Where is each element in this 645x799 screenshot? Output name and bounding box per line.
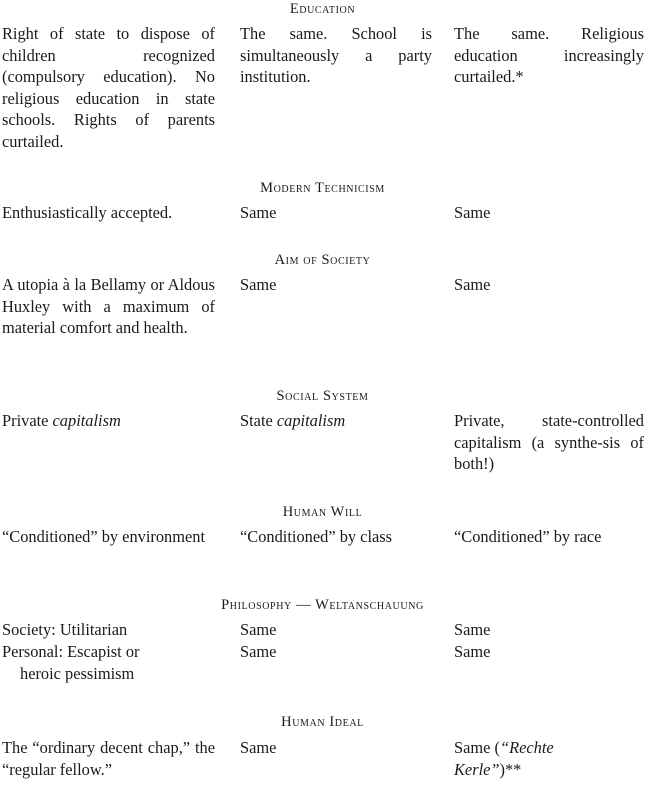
- col3-human-ideal-suffix: )**: [499, 759, 522, 779]
- col1-human-will: “Conditioned” by environment: [2, 527, 206, 546]
- col3-philosophy-society: Same: [454, 620, 491, 639]
- col2-human-ideal: Same: [240, 738, 277, 757]
- col3-human-ideal: [454, 737, 584, 780]
- col1-social-system: [2, 410, 215, 432]
- col2-social-system-prefix: State: [240, 411, 277, 430]
- col2-social-system: [240, 410, 432, 432]
- col1-philosophy-personal-line2: heroic pessimism: [20, 663, 135, 683]
- col1-modern-technicism: Enthusiastically accepted.: [2, 203, 173, 222]
- col2-human-will: “Conditioned” by class: [240, 527, 393, 546]
- col3-human-ideal-italic: “Rechte Kerle”: [454, 738, 554, 779]
- col3-philosophy-personal: Same: [454, 642, 491, 661]
- col2-aim-of-society: Same: [240, 275, 277, 294]
- col3-human-will: “Conditioned” by race: [454, 527, 602, 546]
- col2-modern-technicism: Same: [240, 203, 277, 222]
- col1-aim-of-society: A utopia à la Bellamy or Aldous Huxley with a maximum of material comfort and health.: [2, 275, 215, 337]
- section-heading-aim-of-society: Aim of Society: [274, 252, 371, 268]
- col1-philosophy-personal-line1: Personal: Escapist or: [2, 642, 140, 661]
- col2-education: The same. School is simultaneously a party institution.: [240, 24, 432, 86]
- col2-social-system-italic: capitalism: [276, 411, 346, 430]
- col1-philosophy-society: Society: Utilitarian: [2, 620, 128, 639]
- col2-philosophy-society: Same: [240, 620, 277, 639]
- col1-social-system-italic: capitalism: [52, 411, 121, 430]
- col3-human-ideal-prefix: Same (: [454, 738, 500, 757]
- col3-social-system: Private, state-controlled capitalism (a synthe-sis of both!): [454, 411, 644, 473]
- section-heading-human-will: Human Will: [282, 504, 363, 520]
- col3-modern-technicism: Same: [454, 203, 491, 222]
- col1-social-system-prefix: Private: [2, 411, 53, 430]
- section-heading-modern-technicism: Modern Technicism: [260, 180, 385, 196]
- col3-aim-of-society: Same: [454, 275, 491, 294]
- section-heading-philosophy: Philosophy — Weltanschauung: [221, 597, 424, 613]
- section-heading-education: Education: [289, 1, 356, 17]
- col1-education: Right of state to dispose of children recognized (compulsory education). No religious education in state schools. Rights of parents curtailed.: [2, 24, 215, 151]
- col1-philosophy-personal: [2, 641, 215, 684]
- col3-education: The same. Religious education increasingly curtailed.*: [454, 24, 644, 86]
- section-heading-social-system: Social System: [276, 388, 369, 404]
- col2-philosophy-personal: Same: [240, 642, 277, 661]
- section-heading-human-ideal: Human Ideal: [281, 714, 364, 730]
- col1-human-ideal: The “ordinary decent chap,” the “regular fellow.”: [2, 738, 215, 779]
